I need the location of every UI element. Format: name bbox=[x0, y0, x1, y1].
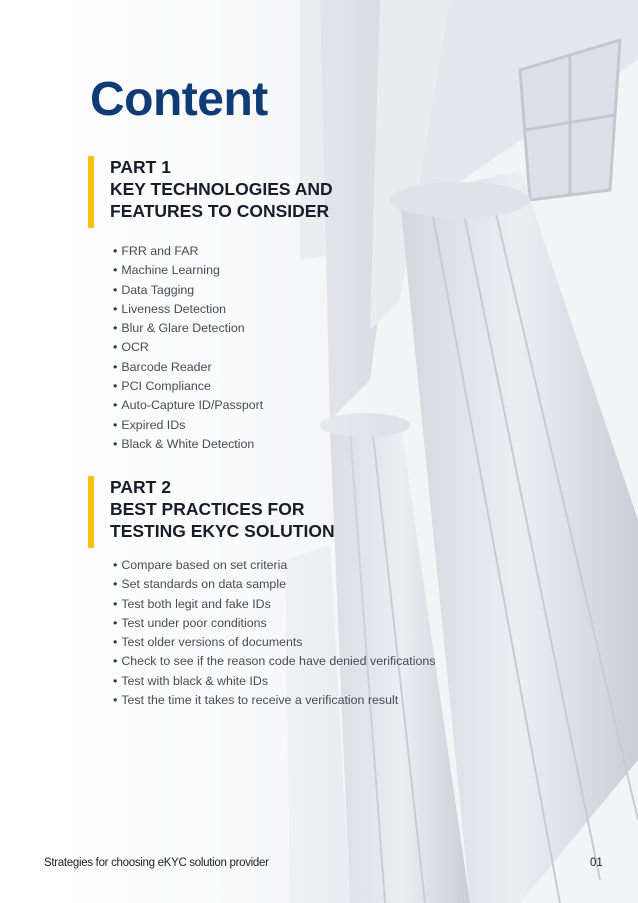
part2-heading-line: BEST PRACTICES FOR bbox=[110, 499, 305, 519]
list-item: • Test both legit and fake IDs bbox=[113, 595, 435, 614]
part1-heading bbox=[88, 156, 333, 222]
list-item: • Test the time it takes to receive a verification result bbox=[113, 691, 435, 710]
list-item: • Set standards on data sample bbox=[113, 575, 435, 594]
part1-list bbox=[88, 242, 333, 454]
list-item: • Auto-Capture ID/Passport bbox=[113, 396, 333, 415]
list-item: • Check to see if the reason code have denied verifications bbox=[113, 652, 435, 671]
part1-heading-line: KEY TECHNOLOGIES AND bbox=[110, 179, 333, 199]
part1-accent-bar bbox=[88, 156, 94, 228]
list-item: • Compare based on set criteria bbox=[113, 556, 435, 575]
part1-heading-line: PART 1 bbox=[110, 157, 171, 177]
list-item: • Machine Learning bbox=[113, 261, 333, 280]
list-item: • Test with black & white IDs bbox=[113, 672, 435, 691]
list-item: • Liveness Detection bbox=[113, 300, 333, 319]
part2-heading-line: TESTING EKYC SOLUTION bbox=[110, 521, 335, 541]
part2-list bbox=[88, 556, 435, 710]
part1-heading-line: FEATURES TO CONSIDER bbox=[110, 201, 330, 221]
footer-doc-title: Strategies for choosing eKYC solution provider bbox=[44, 857, 269, 869]
part2-heading-line: PART 2 bbox=[110, 477, 171, 497]
page-title: Content bbox=[90, 73, 268, 126]
list-item: • OCR bbox=[113, 338, 333, 357]
part2-heading bbox=[88, 476, 435, 542]
list-item: • FRR and FAR bbox=[113, 242, 333, 261]
list-item: • Black & White Detection bbox=[113, 435, 333, 454]
list-item: • Barcode Reader bbox=[113, 358, 333, 377]
part2-section bbox=[88, 476, 435, 710]
list-item: • Blur & Glare Detection bbox=[113, 319, 333, 338]
footer-page-number: 01 bbox=[590, 857, 603, 869]
list-item: • Expired IDs bbox=[113, 416, 333, 435]
list-item: • Test under poor conditions bbox=[113, 614, 435, 633]
part1-section bbox=[88, 156, 333, 454]
list-item: • Test older versions of documents bbox=[113, 633, 435, 652]
part2-accent-bar bbox=[88, 476, 94, 548]
list-item: • PCI Compliance bbox=[113, 377, 333, 396]
list-item: • Data Tagging bbox=[113, 281, 333, 300]
